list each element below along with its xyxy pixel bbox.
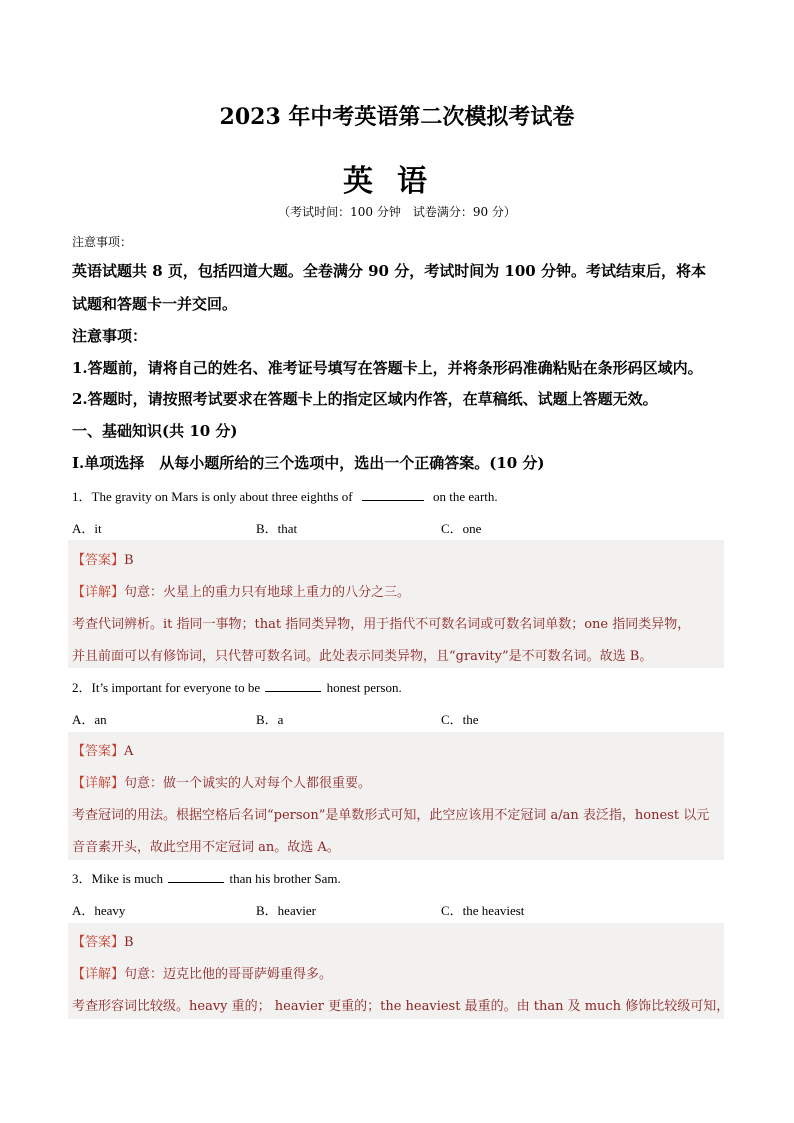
question-1-detail-2: 考查代词辨析。it 指同一事物；that 指同类异物，用于指代不可数名词或可数名词单数；one 指同类异物， [72, 617, 691, 632]
subject-heading: 英语 [343, 164, 451, 199]
question-1-answer [72, 549, 722, 568]
detail-tag: 【详解】 [72, 776, 125, 791]
question-1-stem-before: 1．The gravity on Mars is only about three eighths of [72, 489, 353, 504]
section-title: 一、基础知识(共 10 分) [72, 422, 238, 440]
question-2-option-c: C．the [441, 712, 479, 727]
question-2-detail-3: 音音素开头，故此空用不定冠词 an。故选 A。 [72, 840, 340, 855]
detail-tag: 【详解】 [72, 967, 125, 982]
notes-intro-line-1: 英语试题共 8 页，包括四道大题。全卷满分 90 分，考试时间为 100 分钟。考试结束后，将本 [72, 262, 706, 280]
question-1-stem [72, 486, 722, 505]
exam-info: （考试时间：100 分钟 试卷满分：90 分） [278, 205, 516, 219]
question-3-stem-before: 3．Mike is much [72, 871, 163, 886]
question-3-option-c: C．the heaviest [441, 903, 525, 918]
answer-tag: 【答案】 [72, 935, 125, 950]
answer-value: A [124, 744, 134, 759]
question-1-option-a: A．it [72, 521, 102, 536]
part-title: I.单项选择 从每小题所给的三个选项中，选出一个正确答案。(10 分) [72, 454, 545, 472]
detail-text: 句意：迈克比他的哥哥萨姆重得多。 [124, 967, 333, 982]
notes-label: 注意事项： [72, 235, 133, 249]
answer-tag: 【答案】 [72, 553, 125, 568]
question-2-answer [72, 740, 722, 759]
question-2-stem-after: honest person. [326, 680, 402, 695]
question-3-answer [72, 931, 722, 950]
answer-value: B [124, 553, 134, 568]
question-1-detail-3: 并且前面可以有修饰词，只代替可数名词。此处表示同类异物，且“gravity”是不可数名词。故选 B。 [72, 649, 653, 664]
answer-value: B [124, 935, 134, 950]
question-3-blank [168, 881, 224, 883]
question-2-detail-2: 考查冠词的用法。根据空格后名词“person”是单数形式可知，此空应该用不定冠词 a/an 表泛指，honest 以元 [72, 808, 710, 823]
detail-text: 句意：火星上的重力只有地球上重力的八分之三。 [124, 585, 411, 600]
question-1-option-c: C．one [441, 521, 482, 536]
detail-tag: 【详解】 [72, 585, 125, 600]
notes-item-2: 2.答题时，请按照考试要求在答题卡上的指定区域内作答，在草稿纸、试题上答题无效。 [72, 390, 658, 408]
question-3-stem-after: than his brother Sam. [229, 871, 341, 886]
question-3-detail-2: 考查形容词比较级。heavy 重的； heavier 更重的；the heaviest 最重的。由 than 及 much 修饰比较级可知， [72, 999, 730, 1014]
notes-intro-line-2: 试题和答题卡一并交回。 [72, 295, 238, 313]
question-2-stem [72, 677, 722, 696]
exam-title: 2023 年中考英语第二次模拟考试卷 [219, 104, 575, 130]
question-3-option-b: B．heavier [256, 903, 316, 918]
question-2-option-a: A．an [72, 712, 107, 727]
question-1-blank [362, 499, 424, 501]
question-1-stem-after: on the earth. [433, 489, 498, 504]
question-3-detail-1 [72, 963, 722, 982]
question-1-option-b: B．that [256, 521, 298, 536]
question-3-stem [72, 868, 722, 887]
question-1-detail-1 [72, 581, 722, 600]
question-2-blank [265, 690, 321, 692]
notes-item-1: 1.答题前，请将自己的姓名、准考证号填写在答题卡上，并将条形码准确粘贴在条形码区域内。 [72, 359, 703, 377]
question-2-option-b: B．a [256, 712, 284, 727]
detail-text: 句意：做一个诚实的人对每个人都很重要。 [124, 776, 372, 791]
question-2-stem-before: 2．It’s important for everyone to be [72, 680, 261, 695]
answer-tag: 【答案】 [72, 744, 125, 759]
question-2-detail-1 [72, 772, 722, 791]
notes-heading: 注意事项： [72, 327, 148, 345]
question-3-option-a: A．heavy [72, 903, 126, 918]
